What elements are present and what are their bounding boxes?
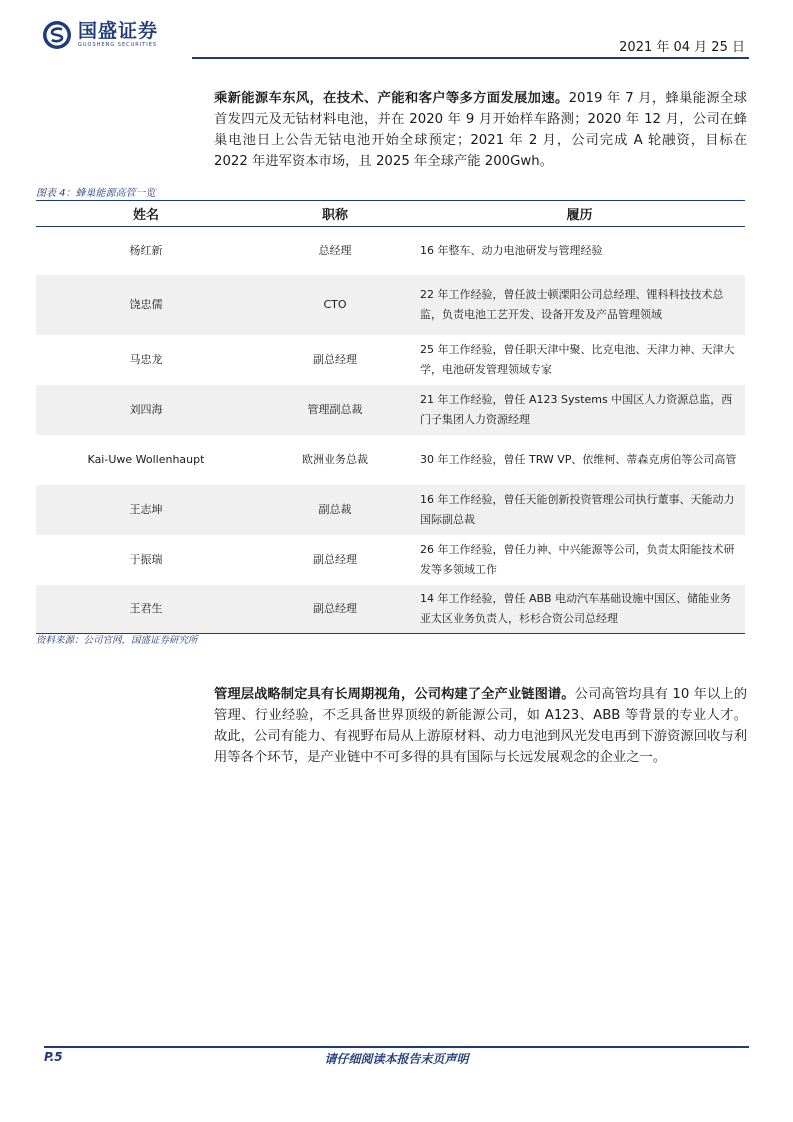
paragraph-strategy-lead: 管理层战略制定具有长周期视角，公司构建了全产业链图谱。 (214, 687, 575, 702)
footer-divider (44, 1046, 749, 1048)
brand-name: 国盛证券 (78, 20, 159, 42)
paragraph-strategy (214, 684, 747, 768)
executive-table (36, 201, 745, 634)
exec-title: 总经理 (318, 243, 352, 257)
paragraph-growth (214, 88, 747, 172)
column-header-name: 姓名 (36, 201, 256, 227)
paragraph-growth-body: 2019 年 7 月，蜂巢能源全球首发四元及无钴材料电池，并在 2020 年 9 月开始样车路测；2020 年 12 月，公司在蜂巢电池日上公告无钴电池开始全球预定；2021 年 2 月，公司完成 A 轮融资，目标在 2022 年进军资本市场，且 2025 年全球产能 200Gwh。 (214, 91, 747, 169)
exec-bio: 22 年工作经验，曾任波士顿溧阳公司总经理、锂科科技技术总监，负责电池工艺开发、设备开发及产品管理领域 (414, 275, 745, 335)
table-row (36, 227, 745, 275)
brand-name-en: GUOSHENG SECURITIES (78, 42, 158, 48)
table-row (36, 275, 745, 335)
header-divider (192, 57, 749, 59)
exec-name: 于振瑞 (129, 552, 163, 566)
exec-title: CTO (256, 275, 414, 335)
table-row (36, 585, 745, 634)
table-header-row (36, 201, 745, 227)
exec-title: 副总经理 (313, 352, 357, 366)
exec-title: 副总裁 (256, 485, 414, 535)
guosheng-logo-icon (42, 20, 72, 50)
table-row (36, 335, 745, 385)
table-row (36, 535, 745, 585)
exec-name: 马忠龙 (129, 352, 163, 366)
table-row (36, 485, 745, 535)
column-header-bio: 履历 (414, 201, 745, 227)
figure-title: 图表 4：蜂巢能源高管一览 (36, 188, 156, 199)
exec-bio: 30 年工作经验，曾任 TRW VP、依维柯、蒂森克虏伯等公司高管 (420, 452, 737, 466)
page-number: P.5 (44, 1050, 63, 1064)
exec-name: 杨红新 (129, 243, 163, 257)
exec-title: 欧洲业务总裁 (302, 452, 368, 466)
exec-title: 副总经理 (256, 585, 414, 634)
exec-bio: 16 年工作经验，曾任天能创新投资管理公司执行董事、天能动力国际副总裁 (414, 485, 745, 535)
figure-source: 资料来源：公司官网，国盛证券研究所 (36, 635, 198, 646)
exec-bio: 14 年工作经验，曾任 ABB 电动汽车基础设施中国区、储能业务亚太区业务负责人，杉杉合资公司总经理 (414, 585, 745, 634)
exec-bio: 16 年整车、动力电池研发与管理经验 (420, 243, 603, 257)
company-logo (42, 20, 158, 50)
exec-name: Kai-Uwe Wollenhaupt (87, 452, 205, 466)
paragraph-strategy-body: 公司高管均具有 10 年以上的管理、行业经验，不乏具备世界顶级的新能源公司，如 A123、ABB 等背景的专业人才。故此，公司有能力、有视野布局从上游原材料、动力电池到风光发电再到下游资源回收与利用等各个环节，是产业链中不可多得的具有国际与长远发展观念的企业之一。 (214, 687, 748, 765)
report-date: 2021 年 04 月 25 日 (619, 40, 745, 55)
exec-bio: 21 年工作经验，曾任 A123 Systems 中国区人力资源总监，西门子集团人力资源经理 (414, 385, 745, 435)
exec-title: 副总经理 (313, 552, 357, 566)
exec-title: 管理副总裁 (256, 385, 414, 435)
table-row (36, 435, 745, 485)
column-header-title: 职称 (256, 201, 414, 227)
footer-disclaimer: 请仔细阅读本报告末页声明 (324, 1052, 469, 1066)
exec-name: 王志坤 (36, 485, 256, 535)
exec-bio: 25 年工作经验，曾任职天津中聚、比克电池、天津力神、天津大学，电池研发管理领域专家 (420, 342, 735, 376)
page-header (0, 0, 793, 62)
exec-bio: 26 年工作经验，曾任力神、中兴能源等公司，负责太阳能技术研发等多领域工作 (420, 542, 735, 576)
exec-name: 王君生 (36, 585, 256, 634)
table-row (36, 385, 745, 435)
paragraph-growth-lead: 乘新能源车东风，在技术、产能和客户等多方面发展加速。 (214, 91, 569, 106)
exec-name: 饶忠儒 (36, 275, 256, 335)
exec-name: 刘四海 (36, 385, 256, 435)
